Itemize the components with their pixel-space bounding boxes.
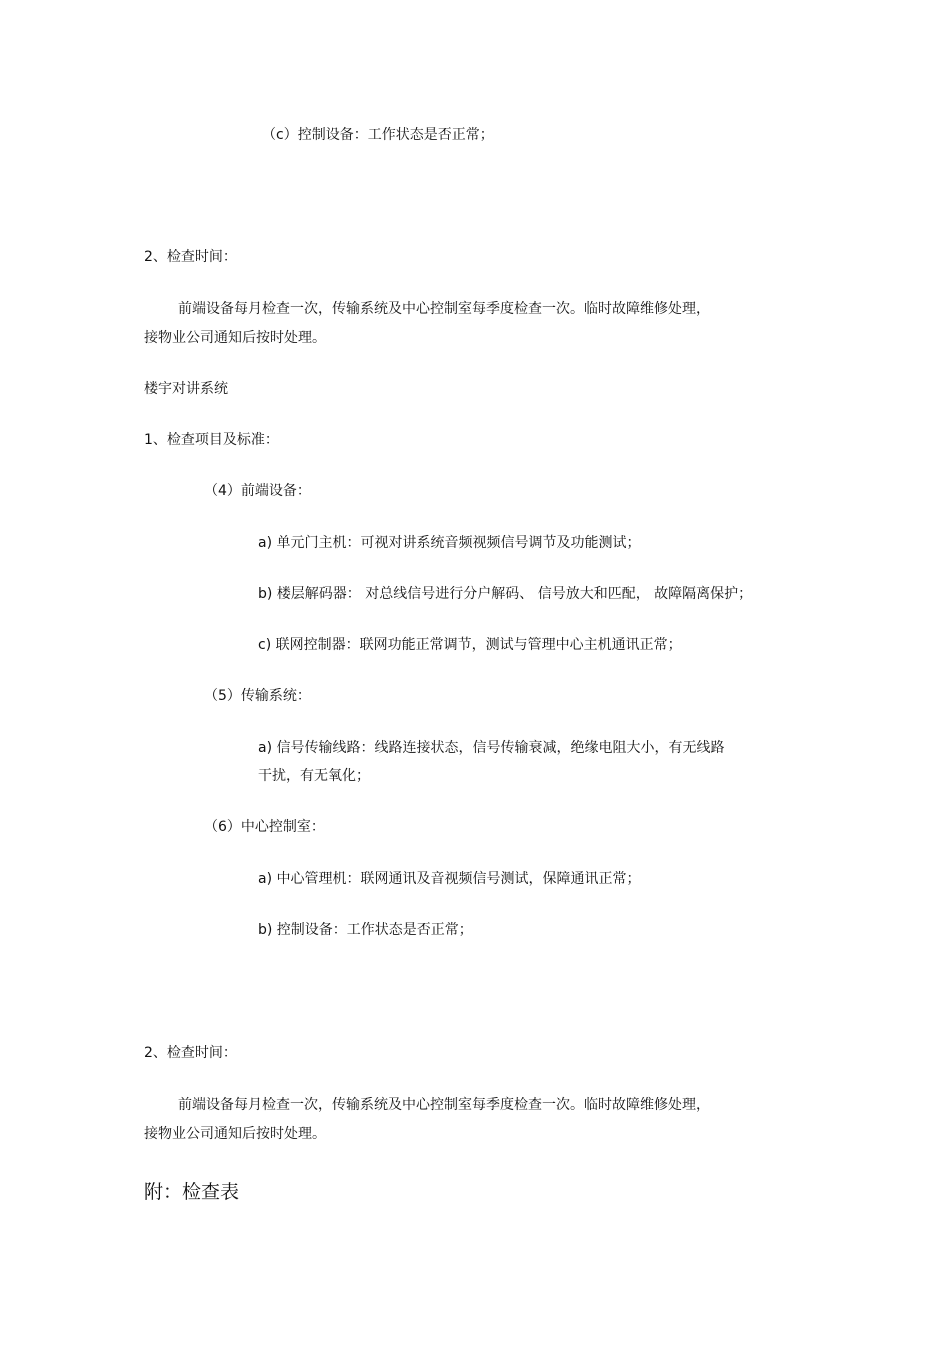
inspection-time-text-2-line2: 接物业公司通知后按时处理。	[144, 1126, 326, 1142]
inspection-time-text-line2: 接物业公司通知后按时处理。	[144, 330, 326, 346]
inspection-items-heading: 1、检查项目及标准：	[144, 432, 279, 448]
center-manager-item: a) 中心管理机：联网通讯及音视频信号测试，保障通讯正常；	[258, 871, 641, 887]
control-center-heading: （6）中心控制室：	[204, 819, 325, 835]
inspection-time-heading: 2、检查时间：	[144, 249, 237, 265]
intercom-system-title: 楼宇对讲系统	[144, 381, 228, 397]
control-equipment-item: （c）控制设备：工作状态是否正常；	[262, 127, 494, 143]
unit-door-host-item: a) 单元门主机：可视对讲系统音频视频信号调节及功能测试；	[258, 535, 641, 551]
inspection-time-text-2-line1: 前端设备每月检查一次，传输系统及中心控制室每季度检查一次。临时故障维修处理，	[178, 1097, 710, 1113]
signal-line-item-line1: a) 信号传输线路：线路连接状态，信号传输衰减，绝缘电阻大小，有无线路	[258, 740, 725, 756]
inspection-time-text-line1: 前端设备每月检查一次，传输系统及中心控制室每季度检查一次。临时故障维修处理，	[178, 301, 710, 317]
transmission-system-heading: （5）传输系统：	[204, 688, 311, 704]
front-equipment-heading: （4）前端设备：	[204, 483, 311, 499]
appendix-heading: 附：检查表	[144, 1181, 240, 1203]
control-equipment-item-2: b) 控制设备：工作状态是否正常；	[258, 922, 473, 938]
signal-line-item-line2: 干扰，有无氧化；	[258, 768, 370, 784]
floor-decoder-item: b) 楼层解码器： 对总线信号进行分户解码、 信号放大和匹配， 故障隔离保护；	[258, 586, 753, 602]
network-controller-item: c) 联网控制器：联网功能正常调节，测试与管理中心主机通讯正常；	[258, 637, 682, 653]
inspection-time-heading-2: 2、检查时间：	[144, 1045, 237, 1061]
